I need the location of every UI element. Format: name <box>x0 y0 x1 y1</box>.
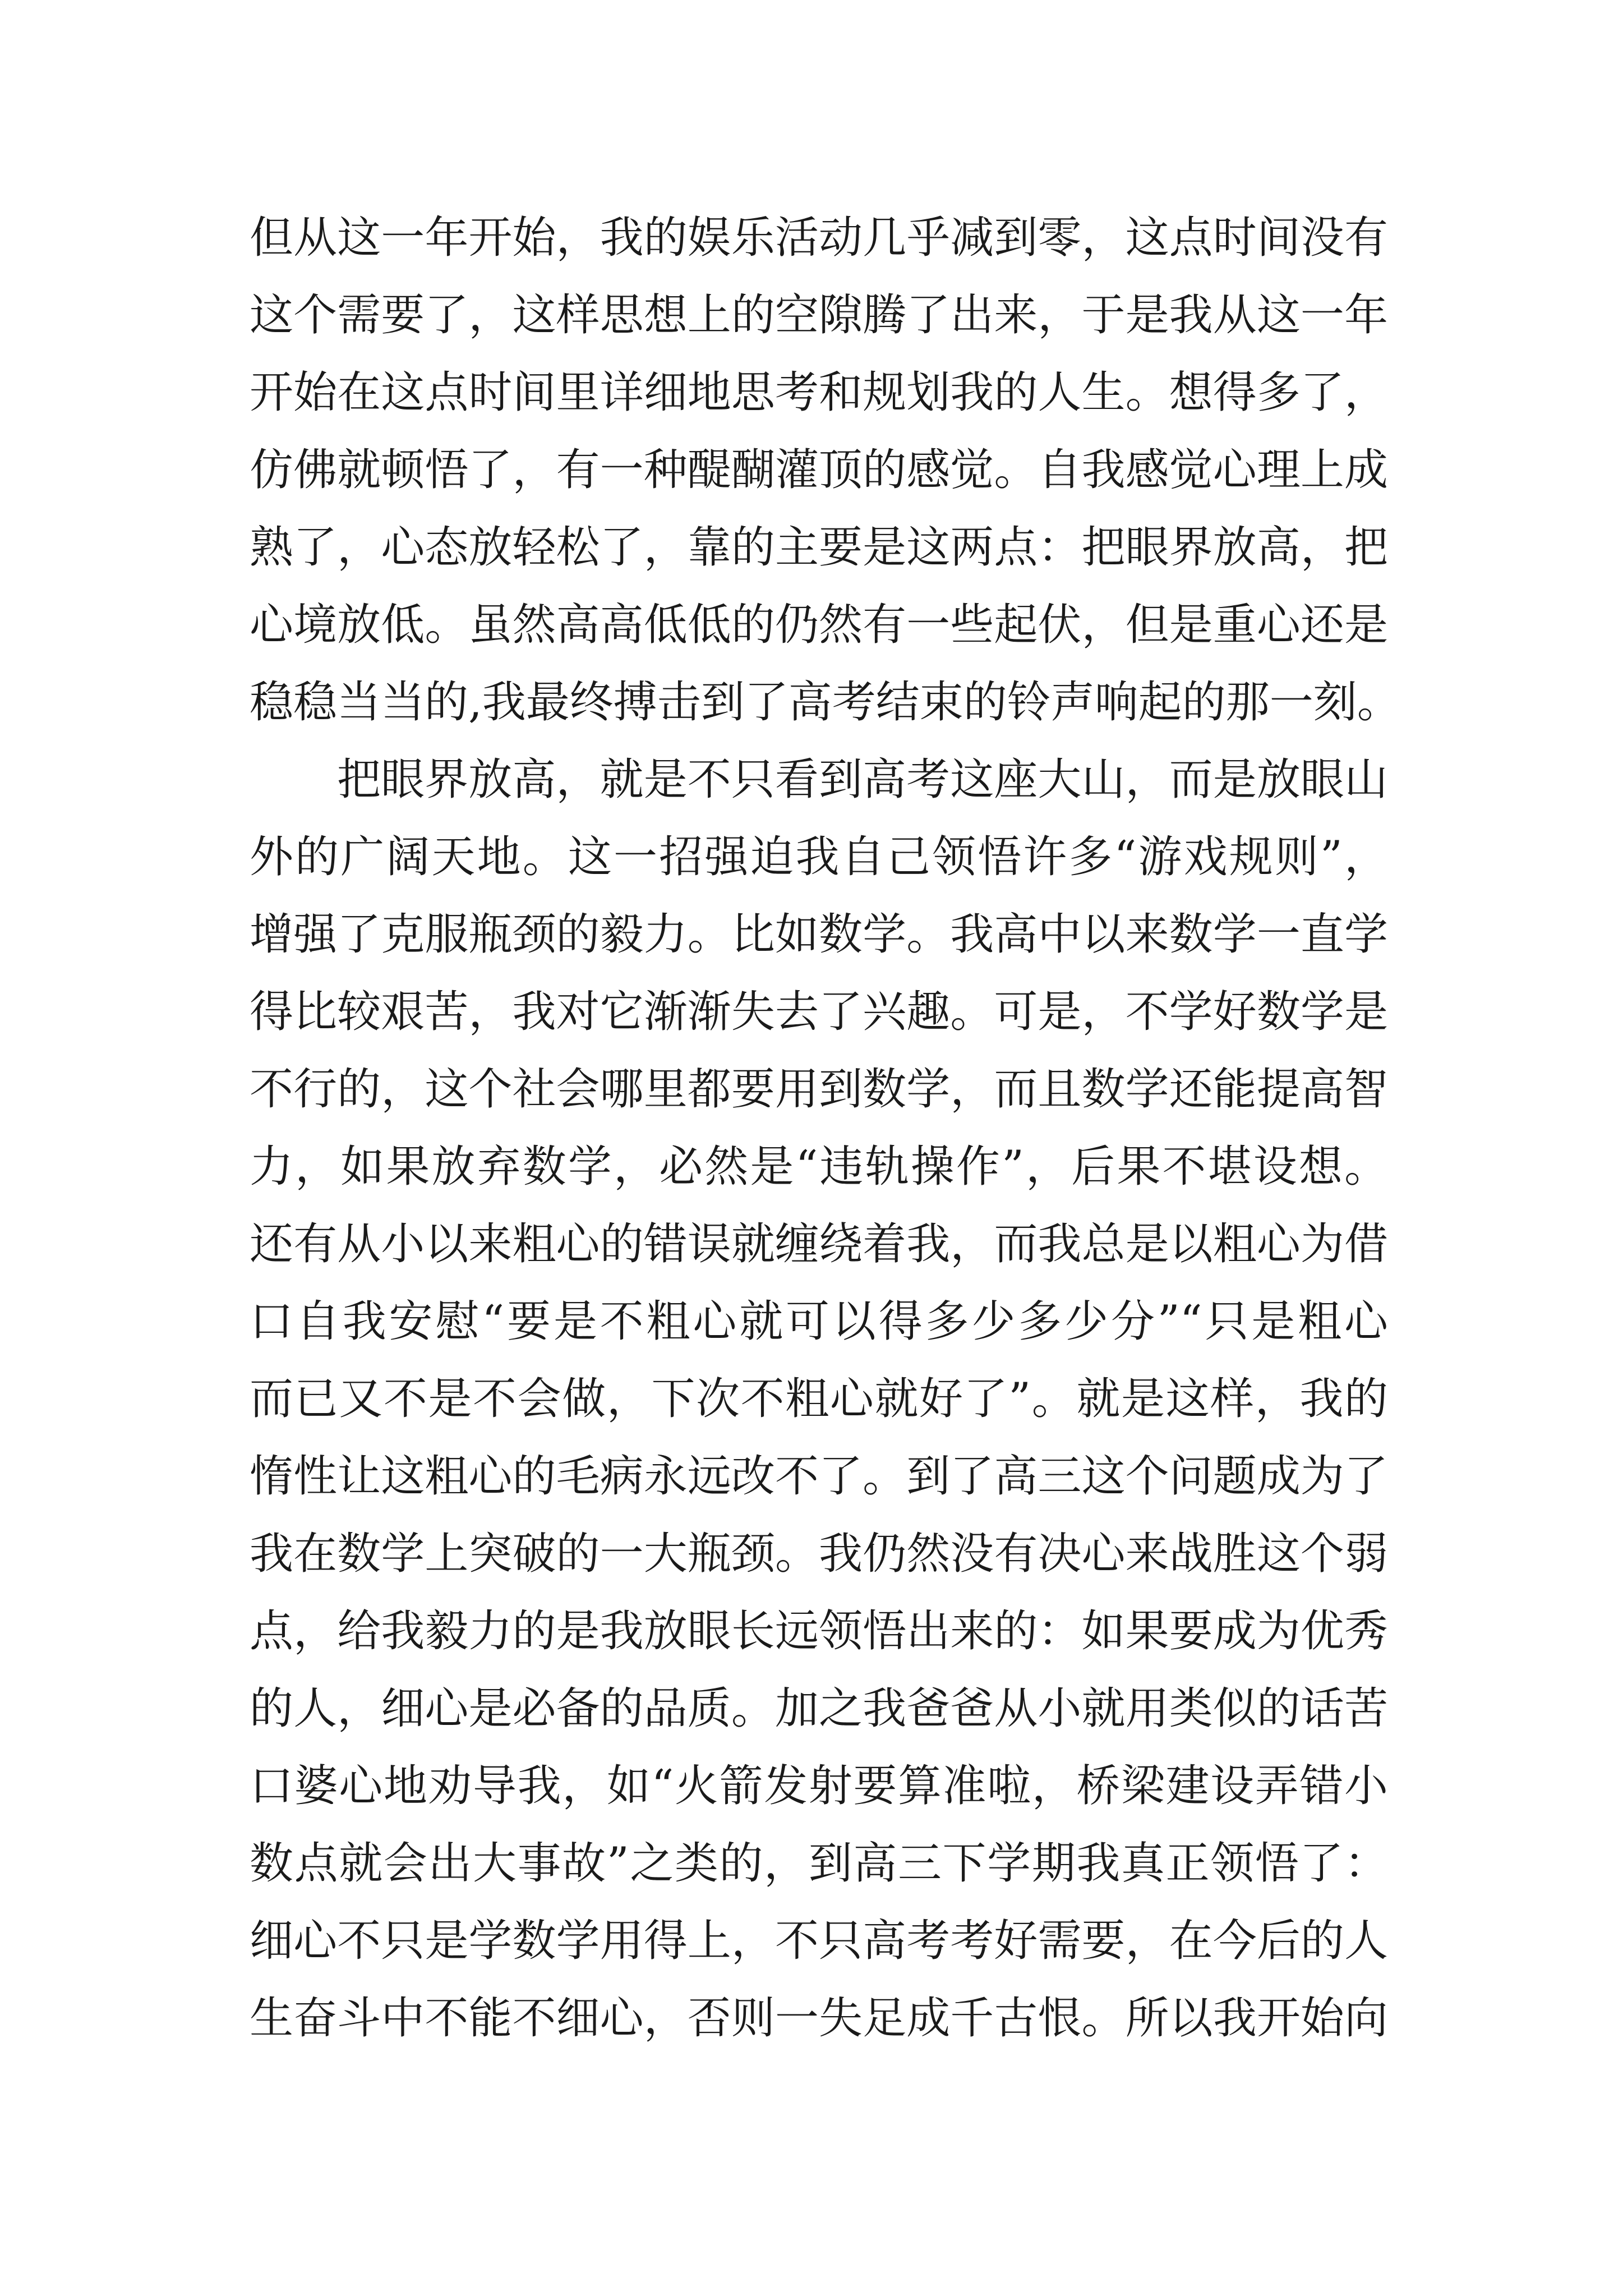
text-line: 我在数学上突破的一大瓶颈。我仍然没有决心来战胜这个弱 <box>250 1529 1388 1579</box>
text-line: 点，给我毅力的是我放眼长远领悟出来的：如果要成为优秀 <box>250 1606 1388 1657</box>
text-line: 惰性让这粗心的毛病永远改不了。到了高三这个问题成为了 <box>250 1451 1388 1502</box>
text-line: 还有从小以来粗心的错误就缠绕着我，而我总是以粗心为借 <box>250 1219 1388 1269</box>
text-line: 而已又不是不会做，下次不粗心就好了”。就是这样，我的 <box>250 1374 1388 1424</box>
text-line: 这个需要了，这样思想上的空隙腾了出来，于是我从这一年 <box>250 290 1388 341</box>
text-line: 增强了克服瓶颈的毅力。比如数学。我高中以来数学一直学 <box>250 909 1388 960</box>
text-line: 细心不只是学数学用得上，不只高考考好需要，在今后的人 <box>250 1916 1388 1966</box>
text-line: 得比较艰苦，我对它渐渐失去了兴趣。可是，不学好数学是 <box>250 987 1388 1037</box>
text-line: 口婆心地劝导我，如“火箭发射要算准啦，桥梁建设弄错小 <box>250 1761 1388 1811</box>
text-line: 熟了，心态放轻松了，靠的主要是这两点：把眼界放高，把 <box>250 522 1388 573</box>
text-line: 开始在这点时间里详细地思考和规划我的人生。想得多了， <box>250 367 1388 418</box>
text-line: 的人，细心是必备的品质。加之我爸爸从小就用类似的话苦 <box>250 1683 1388 1734</box>
text-line: 把眼界放高，就是不只看到高考这座大山，而是放眼山 <box>337 754 1388 805</box>
text-line: 不行的，这个社会哪里都要用到数学，而且数学还能提高智 <box>250 1064 1388 1115</box>
text-line: 力，如果放弃数学，必然是“违轨操作”，后果不堪设想。 <box>250 1142 1388 1192</box>
text-line: 心境放低。虽然高高低低的仍然有一些起伏，但是重心还是 <box>250 600 1388 650</box>
body-text <box>250 199 1401 2057</box>
text-line: 数点就会出大事故”之类的，到高三下学期我真正领悟了： <box>250 1838 1388 1889</box>
text-line: 但从这一年开始，我的娱乐活动几乎减到零，这点时间没有 <box>250 213 1388 263</box>
text-line: 口自我安慰“要是不粗心就可以得多少多少分”“只是粗心 <box>250 1296 1388 1347</box>
text-line: 生奋斗中不能不细心，否则一失足成千古恨。所以我开始向 <box>250 1993 1388 2044</box>
text-line: 外的广阔天地。这一招强迫我自己领悟许多“游戏规则”， <box>250 832 1388 882</box>
text-line: 稳稳当当的,我最终搏击到了高考结束的铃声响起的那一刻。 <box>250 677 1401 728</box>
text-line: 仿佛就顿悟了，有一种醍醐灌顶的感觉。自我感觉心理上成 <box>250 445 1388 495</box>
